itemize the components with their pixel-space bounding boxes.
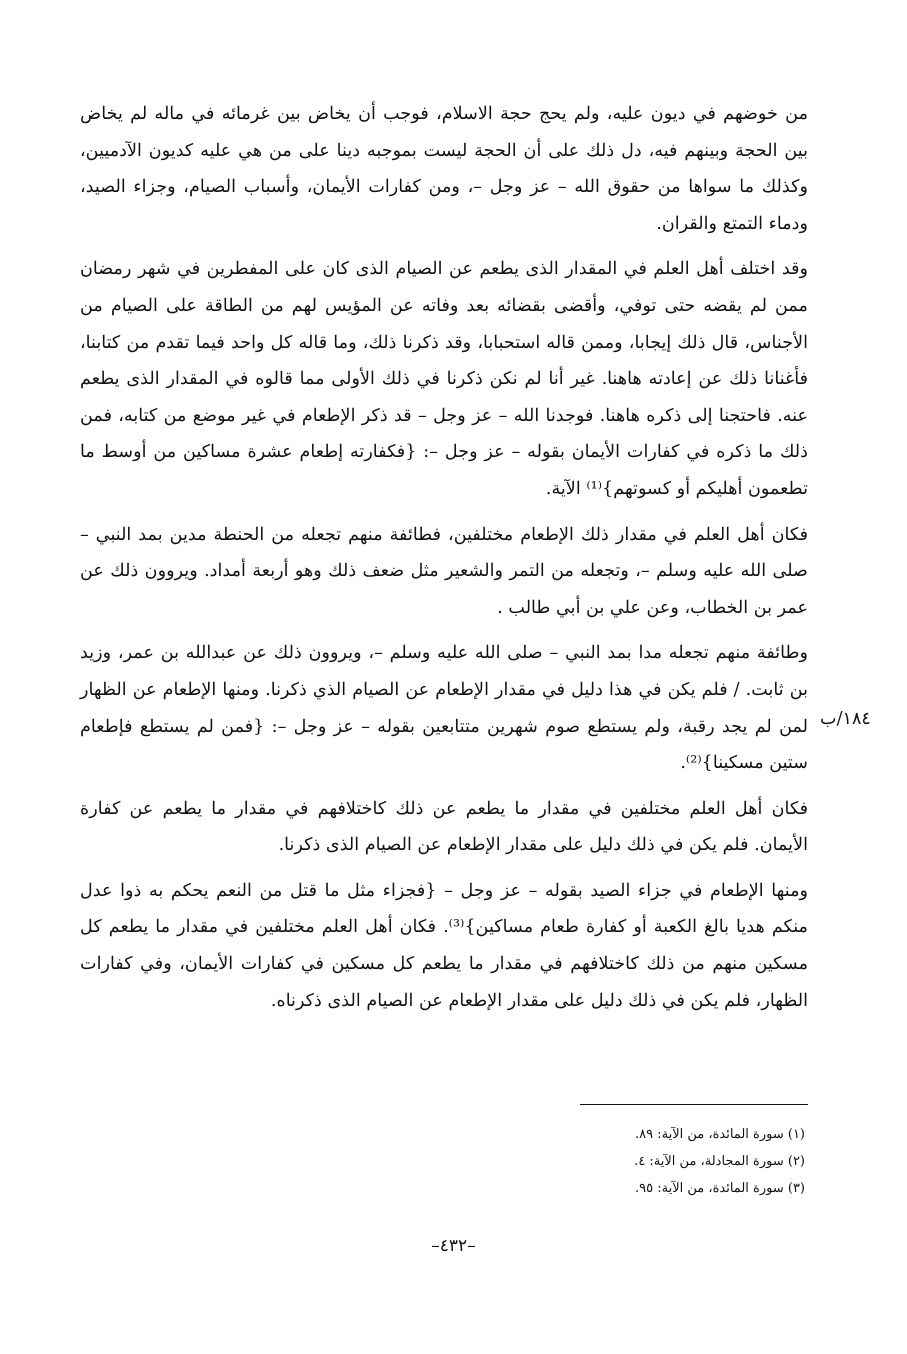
paragraph: وطائفة منهم تجعله مدا بمد النبي – صلى الله عليه وسلم –، ويروون ذلك عن عبدالله بن عمر، وزيد بن ثابت. / فلم يكن في هذا دليل في مقدار الإطعام عن الصيام الذي ذكرنا. ومنها الإطعام عن الظهار لمن لم يجد رقبة، ولم يستطع صوم شهرين متتابعين بقوله – عز وجل –: {فمن لم يستطع فإطعام ستين مسكينا}⁽²⁾. — [80, 643, 808, 774]
page-number: –٤٣٢– — [431, 1236, 476, 1256]
footnote: (٣) سورة المائدة، من الآية: ٩٥. — [635, 1181, 805, 1196]
paragraph: فكان أهل العلم مختلفين في مقدار ما يطعم عن ذلك كاختلافهم في مقدار ما يطعم عن كفارة الأيمان. فلم يكن في ذلك دليل على مقدار الإطعام عن الصيام الذى ذكرنا. — [80, 798, 808, 856]
paragraph: ومنها الإطعام في جزاء الصيد بقوله – عز وجل – {فجزاء مثل ما قتل من النعم يحكم به ذوا عدل منكم هديا بالغ الكعبة أو كفارة طعام مساكين}⁽³⁾. فكان أهل العلم مختلفين في مقدار ما يطعم كل مسكين منهم من ذلك كاختلافهم في مقدار ما يطعم كل مسكين في كفارات الأيمان، وفي كفارات الظهار، فلم يكن في ذلك دليل على مقدار الإطعام عن الصيام الذى ذكرناه. — [80, 880, 808, 1011]
body-text — [80, 96, 808, 1028]
paragraph: فكان أهل العلم في مقدار ذلك الإطعام مختلفين، فطائفة منهم تجعله من الحنطة مدين بمد النبي – صلى الله عليه وسلم –، وتجعله من التمر والشعير مثل ضعف ذلك وهو أربعة أمداد. ويروون ذلك عن عمر بن الخطاب، وعن علي بن أبي طالب . — [80, 524, 808, 618]
footnote: (٢) سورة المجادلة، من الآية: ٤. — [634, 1154, 805, 1169]
footnote: (١) سورة المائدة، من الآية: ٨٩. — [635, 1127, 805, 1142]
paragraph: من خوضهم في ديون عليه، ولم يحج حجة الاسلام، فوجب أن يخاض بين غرمائه في ماله لم يخاض بين الحجة وبينهم فيه، دل ذلك على أن الحجة ليست بموجبه دينا على من هي عليه كديون الآدميين، وكذلك ما سواها من حقوق الله – عز وجل –، ومن كفارات الأيمان، وأسباب الصيام، وجزاء الصيد، ودماء التمتع والقران. — [80, 104, 808, 234]
footnote-divider — [580, 1104, 808, 1105]
manuscript-folio-marker: ١٨٤/ب — [820, 709, 871, 729]
footnotes — [400, 1121, 805, 1202]
paragraph: وقد اختلف أهل العلم في المقدار الذى يطعم عن الصيام الذى كان على المفطرين في شهر رمضان ممن لم يقضه حتى توفي، وأقضى بقضائه بعد وفاته عن المؤيس لهم من الطاقة على الصيام من الأجناس، قال ذلك إيجابا، وممن قاله استحبابا، وقد ذكرنا ذلك، وما قاله كل واحد فيما تقدم من كتابنا، فأغنانا ذلك عن إعادته هاهنا. غير أنا لم نكن ذكرنا في ذلك الأولى مما قالوه في المقدار الذى يطعم عنه. فاحتجنا إلى ذكره هاهنا. فوجدنا الله – عز وجل – قد ذكر الإطعام في غير موضع من كتابه، فمن ذلك ما ذكره في كفارات الأيمان بقوله – عز وجل –: {فكفارته إطعام عشرة مساكين من أوسط ما تطعمون أهليكم أو كسوتهم}⁽¹⁾ الآية. — [80, 259, 808, 499]
